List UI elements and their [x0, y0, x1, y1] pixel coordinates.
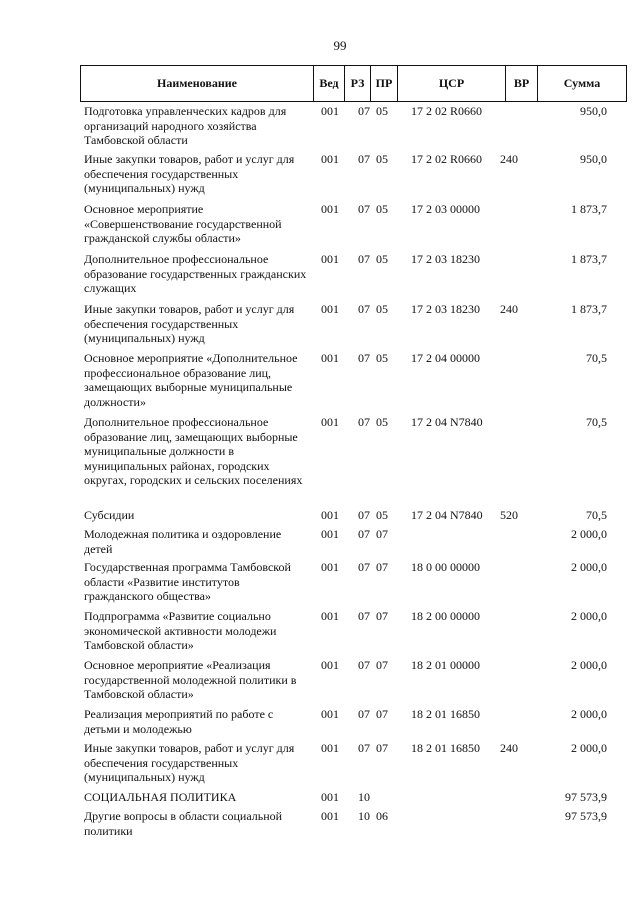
- table-row: [80, 152, 627, 202]
- row-name: Основное мероприятие «Совершенствование государственной гражданской службы области»: [84, 202, 282, 246]
- header-vr: ВР: [506, 66, 538, 101]
- row-rz: 10: [358, 809, 370, 823]
- row-sum: 97 573,9: [565, 790, 607, 804]
- row-csr: 18 2 01 16850: [411, 707, 480, 721]
- row-csr: 17 2 04 00000: [411, 351, 480, 365]
- table-header: [80, 65, 627, 102]
- row-sum: 2 000,0: [571, 707, 607, 721]
- row-rz: 07: [358, 252, 370, 266]
- row-csr: 17 2 03 18230: [411, 302, 480, 316]
- row-name: Иные закупки товаров, работ и услуг для обеспечения государственных (муниципальных) нужд: [84, 152, 295, 196]
- row-vr: 240: [500, 741, 518, 755]
- header-sum: Сумма: [563, 76, 601, 90]
- row-name: Другие вопросы в области социальной политики: [84, 809, 283, 838]
- table-row: [80, 415, 627, 508]
- row-rz: 07: [358, 152, 370, 166]
- row-pr: 07: [376, 741, 388, 755]
- row-vr: 520: [500, 508, 518, 522]
- row-rz: 07: [358, 508, 370, 522]
- header-name: Наименование: [81, 66, 314, 101]
- table-row: [80, 252, 627, 302]
- row-sum: 97 573,9: [565, 809, 607, 823]
- row-ved: 001: [321, 560, 339, 574]
- row-ved: 001: [321, 741, 339, 755]
- row-pr: 07: [376, 658, 388, 672]
- row-csr: 18 2 01 16850: [411, 741, 480, 755]
- row-name: Основное мероприятие «Реализация государственной молодежной политики в Тамбовской области»: [84, 658, 297, 702]
- row-rz: 07: [358, 707, 370, 721]
- row-csr: 17 2 02 R0660: [411, 152, 483, 166]
- table-body: [80, 104, 627, 843]
- row-ved: 001: [321, 809, 339, 823]
- table-row: [80, 508, 627, 527]
- row-name: Реализация мероприятий по работе с детьми и молодежью: [84, 707, 274, 736]
- row-sum: 70,5: [586, 351, 607, 365]
- table-row: [80, 658, 627, 707]
- row-name: Подпрограмма «Развитие социально экономической активности молодежи Тамбовской области»: [84, 609, 277, 653]
- row-rz: 07: [358, 302, 370, 316]
- row-name: Основное мероприятие «Дополнительное профессиональное образование лиц, замещающих выборные муниципальные должности»: [84, 351, 298, 409]
- table-row: [80, 351, 627, 415]
- row-csr: 17 2 04 N7840: [411, 415, 483, 429]
- table-row: [80, 202, 627, 252]
- table-row: [80, 104, 627, 152]
- page-number: 99: [333, 38, 347, 53]
- row-pr: 05: [376, 202, 388, 216]
- row-ved: 001: [321, 152, 339, 166]
- row-ved: 001: [321, 415, 339, 429]
- row-vr: 240: [500, 152, 518, 166]
- header-csr: ЦСР: [398, 66, 506, 101]
- row-pr: 05: [376, 508, 388, 522]
- row-rz: 07: [358, 104, 370, 118]
- row-sum: 2 000,0: [571, 527, 607, 541]
- header-ved: Вед: [314, 66, 345, 101]
- row-sum: 1 873,7: [571, 252, 607, 266]
- table-row: [80, 741, 627, 790]
- row-csr: 18 2 00 00000: [411, 609, 480, 623]
- table-row: [80, 527, 627, 560]
- row-sum: 2 000,0: [571, 741, 607, 755]
- row-rz: 07: [358, 415, 370, 429]
- row-csr: 17 2 03 00000: [411, 202, 480, 216]
- row-rz: 07: [358, 560, 370, 574]
- table-row: [80, 790, 627, 809]
- row-rz: 07: [358, 741, 370, 755]
- row-sum: 950,0: [580, 104, 607, 118]
- row-pr: 07: [376, 707, 388, 721]
- row-ved: 001: [321, 790, 339, 804]
- row-sum: 1 873,7: [571, 302, 607, 316]
- row-pr: 07: [376, 527, 388, 541]
- row-ved: 001: [321, 252, 339, 266]
- row-rz: 07: [358, 658, 370, 672]
- table-row: [80, 609, 627, 658]
- table-row: [80, 560, 627, 609]
- row-pr: 06: [376, 809, 388, 823]
- row-ved: 001: [321, 104, 339, 118]
- header-rz: РЗ: [345, 66, 371, 101]
- row-name: Дополнительное профессиональное образование государственных гражданских служащих: [84, 252, 307, 296]
- row-csr: 17 2 04 N7840: [411, 508, 483, 522]
- row-vr: 240: [500, 302, 518, 316]
- row-pr: 07: [376, 560, 388, 574]
- row-sum: 70,5: [586, 415, 607, 429]
- row-ved: 001: [321, 202, 339, 216]
- row-name: Молодежная политика и оздоровление детей: [84, 527, 282, 556]
- row-name: Дополнительное профессиональное образование лиц, замещающих выборные муниципальные должности в муниципальных районах, городских округах, городских и сельских поселениях: [84, 415, 303, 488]
- row-sum: 2 000,0: [571, 560, 607, 574]
- table-row: [80, 302, 627, 351]
- row-rz: 10: [358, 790, 370, 804]
- row-pr: 05: [376, 104, 388, 118]
- row-sum: 950,0: [580, 152, 607, 166]
- row-name: Подготовка управленческих кадров для организаций народного хозяйства Тамбовской области: [84, 104, 287, 148]
- row-pr: 05: [376, 152, 388, 166]
- row-sum: 2 000,0: [571, 609, 607, 623]
- row-name: Иные закупки товаров, работ и услуг для обеспечения государственных (муниципальных) нужд: [84, 741, 295, 785]
- row-pr: 07: [376, 609, 388, 623]
- row-ved: 001: [321, 658, 339, 672]
- row-ved: 001: [321, 707, 339, 721]
- row-sum: 70,5: [586, 508, 607, 522]
- row-csr: 17 2 02 R0660: [411, 104, 483, 118]
- row-sum: 2 000,0: [571, 658, 607, 672]
- row-name: Государственная программа Тамбовской области «Развитие институтов гражданского общества»: [84, 560, 291, 604]
- row-pr: 05: [376, 252, 388, 266]
- row-pr: 05: [376, 302, 388, 316]
- row-rz: 07: [358, 527, 370, 541]
- row-ved: 001: [321, 508, 339, 522]
- table-row: [80, 707, 627, 741]
- row-csr: 18 2 01 00000: [411, 658, 480, 672]
- row-ved: 001: [321, 609, 339, 623]
- header-pr: ПР: [371, 66, 398, 101]
- row-rz: 07: [358, 609, 370, 623]
- row-rz: 07: [358, 202, 370, 216]
- row-sum: 1 873,7: [571, 202, 607, 216]
- row-csr: 18 0 00 00000: [411, 560, 480, 574]
- row-name: СОЦИАЛЬНАЯ ПОЛИТИКА: [84, 790, 237, 804]
- row-pr: 05: [376, 415, 388, 429]
- row-rz: 07: [358, 351, 370, 365]
- row-csr: 17 2 03 18230: [411, 252, 480, 266]
- row-ved: 001: [321, 527, 339, 541]
- row-ved: 001: [321, 302, 339, 316]
- row-pr: 05: [376, 351, 388, 365]
- row-name: Субсидии: [84, 508, 135, 522]
- row-ved: 001: [321, 351, 339, 365]
- table-row: [80, 809, 627, 843]
- row-name: Иные закупки товаров, работ и услуг для обеспечения государственных (муниципальных) нужд: [84, 302, 295, 346]
